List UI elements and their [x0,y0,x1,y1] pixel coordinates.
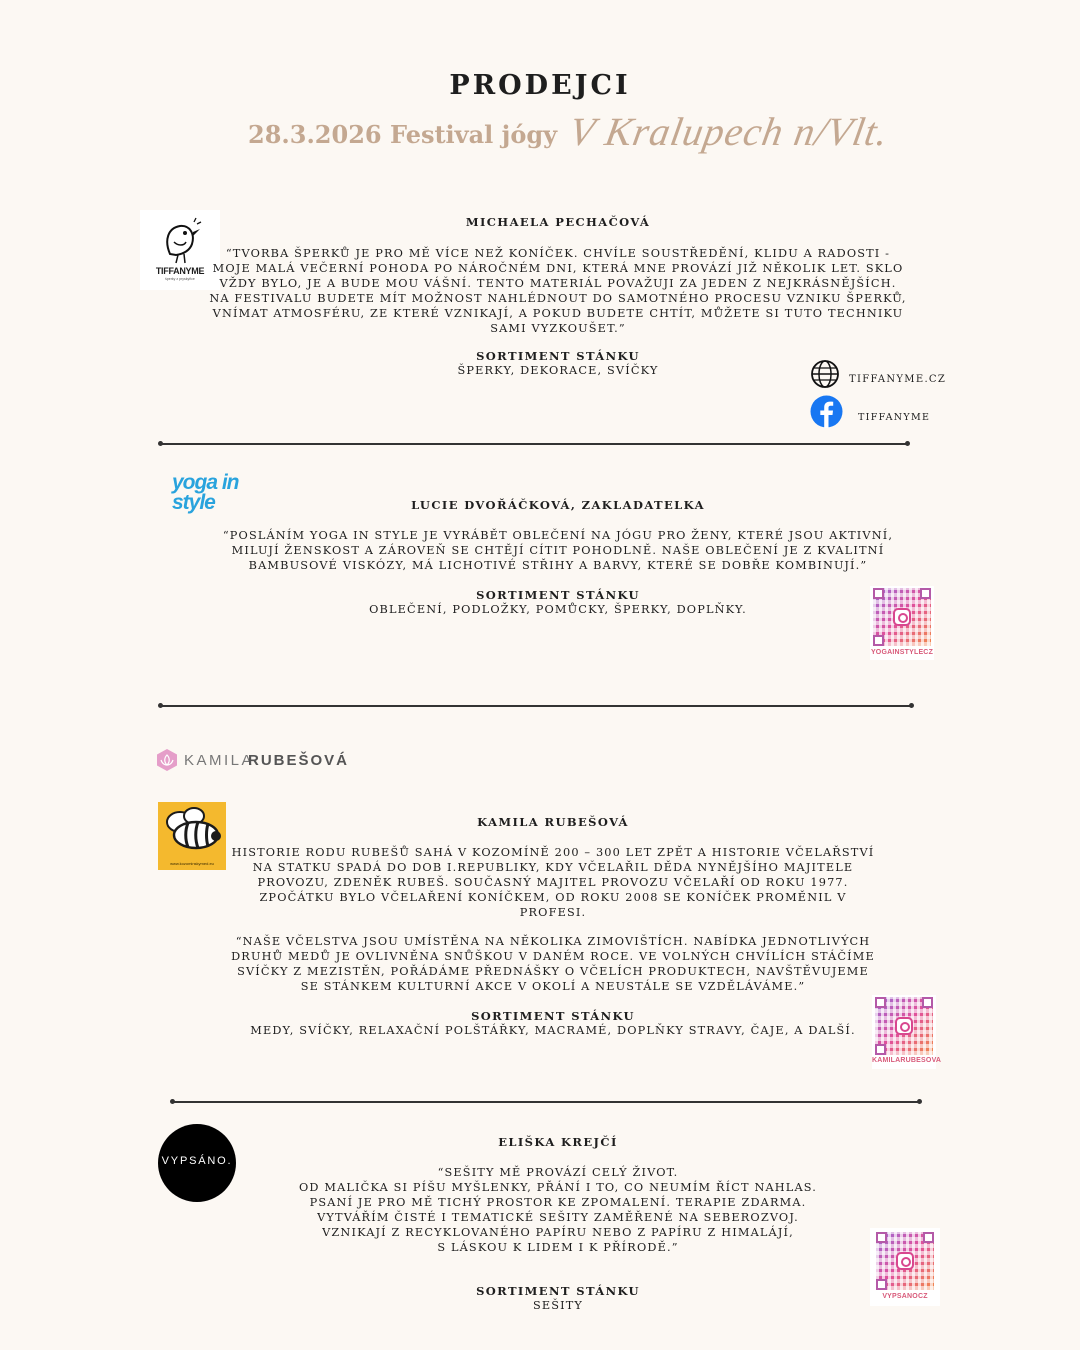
assortment-value: MEDY, SVÍČKY, RELAXAČNÍ POLŠTÁŘKY, MACRAMÉ, DOPLŇKY STRAVY, ČAJE, A DALŠÍ. [250,1024,856,1037]
yoga-in-style-logo [172,473,272,519]
instagram-qr-code[interactable] [870,586,934,660]
qr-caption: YOGAINSTYLECZ [870,649,934,656]
vendor-quote: “TVORBA ŠPERKŮ JE PRO MĚ VÍCE NEŽ KONÍČEK. CHVÍLE SOUSTŘEDĚNÍ, KLIDU A RADOSTI - MOJE MALÁ VEČERNÍ POHODA PO NÁROČNÉM DNI, KTERÁ MNE PROVÁZÍ JIŽ NĚKOLIK LET. SKLO VŽDY BYLO, JE A BUDE MOU VÁŠNÍ. TENTO MATERIÁL POVAŽUJI ZA JEDEN Z NEJKRÁSNĚJŠÍCH. NA FESTIVALU BUDETE MÍT MOŽNOST NAHLÉDNOUT DO SAMOTNÉHO PROCESU VZNIKU ŠPERKŮ, VNÍMAT ATMOSFÉRU, ZE KTERÉ VZNIKAJÍ, A POKUD BUDETE CHTÍT, MŮŽETE SI TUTO TECHNIKU SAMI VYZKOUŠET.” [209,247,907,335]
facebook-link[interactable] [810,395,940,429]
assortment-value: SEŠITY [532,1299,584,1312]
brand-first-name: KAMILA [184,752,255,769]
vendor-name: ELIŠKA KREJČÍ [498,1135,618,1149]
event-subtitle: 28.3.2026 Festival jógy [248,120,558,149]
website-link-text[interactable]: TIFFANYME.CZ [849,374,947,385]
yoga-in-style-logo-text: yoga in style [172,471,239,514]
assortment-value: ŠPERKY, DEKORACE, SVÍČKY [457,364,659,377]
facebook-link-text[interactable]: TIFFANYME [858,412,931,423]
page-title: PRODEJCI [449,70,631,101]
lotus-icon [156,748,178,772]
brand-last-name: RUBEŠOVÁ [248,752,350,769]
vendor-quote: “NAŠE VČELSTVA JSOU UMÍSTĚNA NA NĚKOLIKA ZIMOVIŠTÍCH. NABÍDKA JEDNOTLIVÝCH DRUHŮ MEDŮ JE OVLIVNĚNA SNŮŠKOU V DANÉM ROCE. VE VOLNÝCH CHVÍLÍCH STÁČÍME SVÍČKY Z MEZISTĚN, POŘÁDÁME PŘEDNÁŠKY O VČELÍCH PRODUKTECH, NAVŠTĚVUJEME SE STÁNKEM KULTURNÍ AKCE V OKOLÍ A NEUSTÁLE SE VZDĚLÁVÁME.” [231,935,875,993]
instagram-qr-icon [873,588,931,646]
instagram-qr-icon [876,1232,934,1290]
vendor-quote: “SEŠITY MĚ PROVÁZÍ CELÝ ŽIVOT. OD MALIČKA SI PÍŠU MYŠLENKY, PŘÁNÍ I TO, CO NEUMÍM ŘÍCT NAHLAS. PSANÍ JE PRO MĚ TICHÝ PROSTOR KE ZPOMALENÍ. TERAPIE ZDARMA. VYTVÁŘÍM ČISTÉ I TEMATICKÉ SEŠITY ZAMĚŘENÉ NA SEBEROZVOJ. VZNIKAJÍ Z RECYKLOVANÉHO PAPÍRU NEBO Z PAPÍRU Z HIMALÁJÍ, S LÁSKOU K LIDEM I K PŘÍRODĚ.” [299,1166,817,1254]
assortment-label: SORTIMENT STÁNKU [476,588,640,602]
vendor-name: LUCIE DVOŘÁČKOVÁ, ZAKLADATELKA [411,498,705,512]
vendor-quote: “POSLÁNÍM YOGA IN STYLE JE VYRÁBĚT OBLEČENÍ NA JÓGU PRO ŽENY, KTERÉ JSOU AKTIVNÍ, MILUJÍ ŽENSKOST A ZÁROVEŇ SE CHTĚJÍ CÍTIT POHODLNĚ. NAŠE OBLEČENÍ JE Z KVALITNÍ BAMBUSOVÉ VISKÓZY, MÁ LICHOTIVÉ STŘIHY A BARVY, KTERÉ SE DOBŘE KOMBINUJÍ.” [222,529,894,572]
assortment-label: SORTIMENT STÁNKU [476,349,640,363]
vendor-name: KAMILA RUBEŠOVÁ [477,815,629,829]
qr-caption: KAMILARUBESOVA [872,1057,942,1064]
vendor-name: MICHAELA PECHAČOVÁ [465,215,651,229]
event-location-script: V Kralupech n/Vlt. [566,109,893,154]
assortment-label: SORTIMENT STÁNKU [471,1009,635,1023]
website-link[interactable] [810,359,947,389]
facebook-icon [810,395,843,428]
globe-icon [810,359,840,389]
qr-caption: VYPSANOCZ [882,1293,928,1300]
tiffanyme-logo-small: šperky z pryskyřice [165,277,195,281]
assortment-label: SORTIMENT STÁNKU [476,1284,640,1298]
instagram-qr-code[interactable] [872,995,942,1069]
section-divider [172,1101,920,1103]
instagram-qr-icon [875,997,933,1055]
vendor-history: HISTORIE RODU RUBEŠŮ SAHÁ V KOZOMÍNĚ 200 – 300 LET ZPĚT A HISTORIE VČELAŘSTVÍ NA STATKU SPADÁ DO DOB I.REPUBLIKY, KDY VČELAŘIL DĚDA NYNĚJŠÍHO MAJITELE PROVOZU, ZDENĚK RUBEŠ. SOUČASNÝ MAJITEL PROVOZU VČELAŘÍ OD ROKU 1977. ZPOČÁTKU BYLO VČELAŘENÍ KONÍČKEM, OD ROKU 2008 SE KONÍČEK PROMĚNIL V PROFESI. [231,846,875,919]
tiffanyme-logo-text: TIFFANYME [155,266,205,276]
bee-logo-url: www.kozominskymed.eu [170,861,214,866]
section-divider [160,705,912,707]
kamila-rubesova-logo [156,748,356,774]
vypsano-logo-text: VYPSÁNO. [161,1155,233,1167]
assortment-value: OBLEČENÍ, PODLOŽKY, POMŮCKY, ŠPERKY, DOPLŇKY. [369,603,747,616]
section-divider [160,443,908,445]
instagram-qr-code[interactable] [870,1228,940,1306]
